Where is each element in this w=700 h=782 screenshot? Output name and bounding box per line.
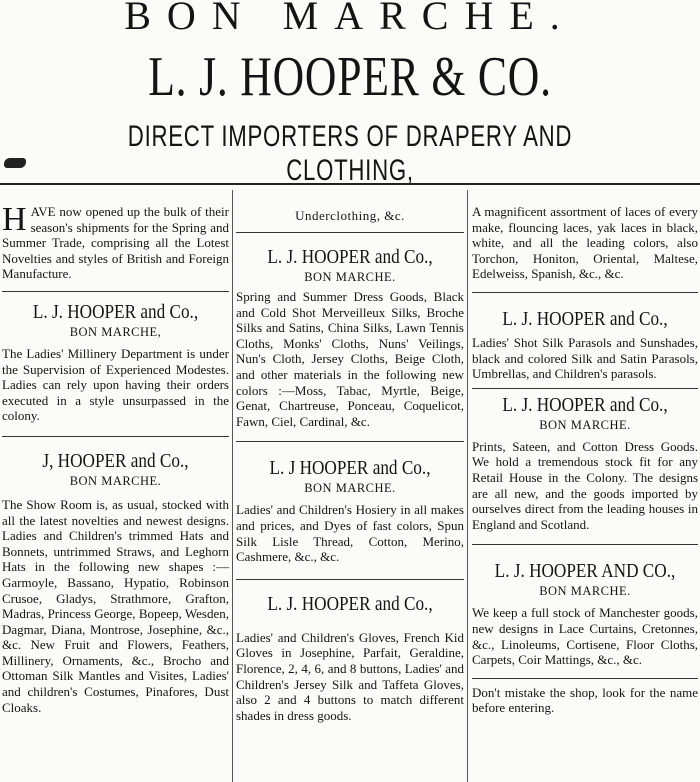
ad-block (472, 293, 698, 382)
ad-heading: L. J. HOOPER and Co., (502, 307, 668, 330)
intro-paragraph (2, 201, 229, 282)
firm-name: L. J. HOOPER & CO. (148, 46, 552, 108)
ink-mark (4, 158, 26, 168)
ad-block (472, 545, 698, 667)
ad-subheading: BON MARCHE. (304, 270, 396, 284)
ad-subheading: BON MARCHE, (69, 324, 162, 339)
bon-marche-banner: BON MARCHE. (124, 0, 576, 38)
ad-paragraph: We keep a full stock of Manchester goods, new designs in Lace Curtains, Cretonnes, &c., Linoleums, Cortisene, Floor Cloths, Carpets, Coir Mattings, &c., &c. (472, 605, 698, 668)
ad-paragraph: The Ladies' Millinery Department is under the Supervision of Experienced Modestes. Ladies can rely upon having their orders executed in a style unsurpassed in the colony. (2, 345, 229, 424)
section-rule (472, 678, 698, 679)
ad-heading: L. J HOOPER and Co., (269, 457, 431, 480)
ad-subheading: BON MARCHE. (539, 417, 631, 432)
intro-text: AVE now opened up the bulk of their season's shipments for the Spring and Summer Trade, comprising all the Lotest Novelties and styles of British and Foreign Manufacture. (2, 204, 229, 282)
ad-paragraph: Ladies' and Children's Hosiery in all makes and prices, and Dyes of fast colors, Spun Silk Lisle Thread, Cotton, Merino, Cashmere, &c., &c. (236, 502, 464, 565)
ad-paragraph: Spring and Summer Dress Goods, Black and Cold Shot Merveilleux Silks, Broche Silks and Satins, China Silks, Lawn Tennis Cloths, Monks' Cloths, Nuns' Veilings, Nun's Cloth, Jersey Cloths, Beige Cloth, and other materials in the following new colors :—Moss, Tabac, Myrtle, Beige, Genat, Chartreuse, Ponceau, Coquelicot, Fawn, Ciel, Cardinal, &c. (236, 289, 464, 429)
ad-block (472, 389, 698, 533)
column-3 (472, 190, 698, 782)
column-1 (2, 190, 229, 782)
tagline: DIRECT IMPORTERS OF DRAPERY AND CLOTHING, (127, 120, 573, 187)
intro-block (2, 190, 229, 282)
ad-subheading: BON MARCHE. (69, 473, 162, 488)
ad-paragraph: Ladies' Shot Silk Parasols and Sunshades, black and colored Silk and Satin Parasols, Umbrellas, and Children's parasols. (472, 334, 698, 382)
ad-heading: L. J. HOOPER and Co., (267, 246, 433, 268)
ad-heading: J, HOOPER and Co., (42, 449, 189, 472)
laces-paragraph: A magnificent assortment of laces of every make, flouncing laces, yak laces in black, white, and all the leading colors, also Torchon, Honiton, Oriental, Maltese, Edelweiss, Spanish, &c., &c. (472, 204, 698, 282)
closing-paragraph: Don't mistake the shop, look for the name before entering. (472, 684, 698, 716)
top-rule (0, 183, 700, 185)
drop-cap: H (2, 201, 27, 238)
ad-subheading: BON MARCHE. (539, 584, 631, 599)
ad-block (236, 233, 464, 429)
ad-paragraph: Ladies' and Children's Gloves, French Kid Gloves in Josephine, Parfait, Geraldine, Florence, 2, 4, 6, and 8 buttons, Ladies' and Children's Jersey Silk and Taffeta Gloves, also 2 and 4 buttons to match different shades in dress goods. (236, 629, 464, 723)
ad-heading: L. J. HOOPER and Co., (267, 592, 433, 615)
column-divider (467, 190, 468, 782)
ad-paragraph: The Show Room is, as usual, stocked with all the latest novelties and newest designs. Ladies and Children's trimmed Hats and Bonnets, untrimmed Straws, and Leghorn Hats in the following new shapes :—Garmoyle, Bassano, Hypatio, Robinson Crusoe, Gladys, Strathmore, Grafton, Madras, Princess George, Bopeep, Wesden, Dagmar, Diana, Montrose, Josephine, &c., &c. New Fruit and Flowers, Feathers, Millinery, Ornaments, &c., Brocho and Ottoman Silk Mantles and Visites, Ladies' and children's Costumes, Pinafores, Dust Cloaks. (2, 496, 229, 715)
ad-heading: L. J. HOOPER AND CO., (494, 560, 676, 583)
ad-heading: L. J. HOOPER and Co., (32, 300, 199, 323)
column-2 (236, 190, 464, 782)
ad-block (236, 442, 464, 564)
ad-subheading: BON MARCHE. (304, 481, 396, 496)
ad-heading: L. J. HOOPER and Co., (502, 393, 668, 416)
ad-block (2, 292, 229, 424)
ad-block (236, 580, 464, 724)
ad-block (2, 437, 229, 715)
ad-paragraph: Prints, Sateen, and Cotton Dress Goods. We hold a tremendous stock fit for any Retail House in the Colony. The designs are all new, and the goods imported by ourselves direct from the leading houses in England and Scotland. (472, 438, 698, 532)
continued-text: Underclothing, &c. (295, 208, 405, 223)
column-divider (232, 190, 233, 782)
